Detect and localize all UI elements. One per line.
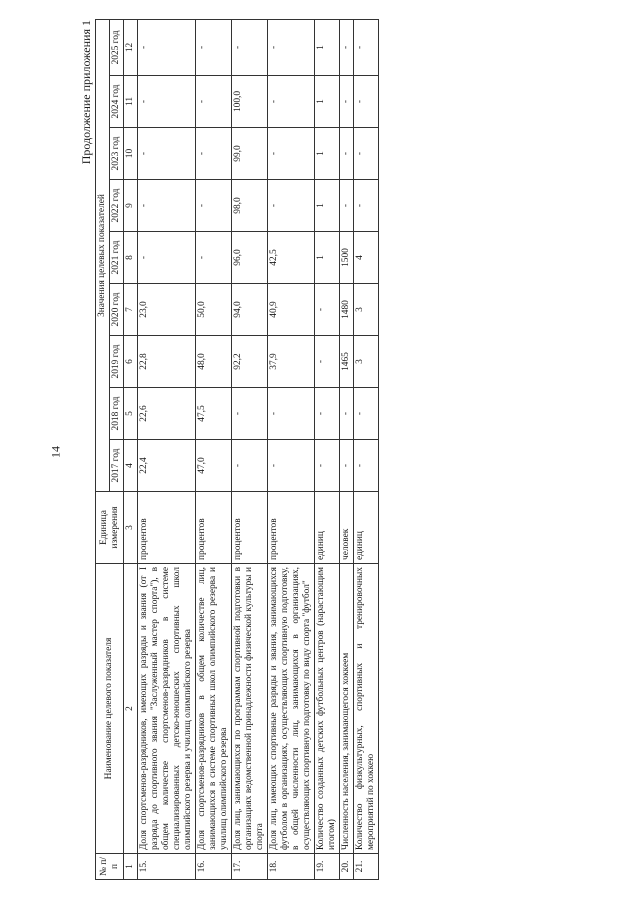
header-year: 2019 год — [110, 336, 124, 388]
indicator-name: Доля спортсменов-разрядников в общем количестве лиц, занимающихся в системе спортивных школ олимпийского резерва и училищ олимпийского резерва — [196, 564, 232, 854]
indicator-name: Доля спортсменов-разрядников, имеющих разряды и звания (от I разряда до спортивного звания "Заслуженный мастер спорта"), в общем количестве спортсменов-разрядников в системе специализированных детско-юношеских спортивных школ олимпийского резерва и училищ олимпийского резерва — [138, 564, 196, 854]
rotated-page — [79, 20, 610, 880]
indicator-name: Численность населения, занимающегося хоккеем — [340, 564, 354, 854]
value-cell: 47,0 — [196, 440, 232, 492]
table-row — [315, 19, 340, 879]
value-cell: - — [196, 232, 232, 284]
header-year: 2024 год — [110, 76, 124, 128]
value-cell: - — [315, 440, 340, 492]
column-index: 6 — [124, 336, 138, 388]
value-cell: - — [268, 76, 315, 128]
value-cell: - — [232, 388, 268, 440]
row-number: 19. — [315, 854, 340, 880]
table-row — [232, 19, 268, 879]
value-cell: 99,0 — [232, 128, 268, 180]
value-cell: 1 — [315, 232, 340, 284]
table-row — [268, 19, 315, 879]
column-index: 12 — [124, 19, 138, 75]
column-index: 5 — [124, 388, 138, 440]
value-cell: - — [268, 19, 315, 75]
header-unit: Единица измерения — [96, 492, 124, 564]
value-cell: 1 — [315, 76, 340, 128]
unit-cell: единиц — [354, 492, 379, 564]
value-cell: - — [315, 284, 340, 336]
header-year: 2020 год — [110, 284, 124, 336]
value-cell: - — [196, 128, 232, 180]
row-number: 18. — [268, 854, 315, 880]
value-cell: - — [340, 180, 354, 232]
value-cell: - — [340, 128, 354, 180]
continuation-note: Продолжение приложения 1 — [79, 20, 93, 165]
unit-cell: единиц — [315, 492, 340, 564]
value-cell: 4 — [354, 232, 379, 284]
indicator-name: Количество созданных детских футбольных центров (нарастающим итогом) — [315, 564, 340, 854]
target-indicators-table — [95, 19, 379, 880]
unit-cell: процентов — [138, 492, 196, 564]
value-cell: - — [315, 388, 340, 440]
indicator-name: Доля лиц, имеющих спортивные разряды и звания, занимающихся футболом в организациях, осуществляющих спортивную подготовку, в общей численности лиц, занимающихся в организациях, осуществляющих спортивную подготовку по виду спорта "футбол" — [268, 564, 315, 854]
value-cell: - — [340, 76, 354, 128]
value-cell: - — [354, 388, 379, 440]
header-values-group: Значения целевых показателей — [96, 19, 110, 491]
column-index: 1 — [124, 854, 138, 880]
value-cell: 23,0 — [138, 284, 196, 336]
value-cell: 1 — [315, 19, 340, 75]
value-cell: - — [268, 180, 315, 232]
value-cell: 3 — [354, 336, 379, 388]
value-cell: - — [354, 128, 379, 180]
value-cell: 1465 — [340, 336, 354, 388]
value-cell: 22,8 — [138, 336, 196, 388]
value-cell: - — [354, 19, 379, 75]
table-row — [138, 19, 196, 879]
value-cell: 94,0 — [232, 284, 268, 336]
column-index: 11 — [124, 76, 138, 128]
unit-cell: человек — [340, 492, 354, 564]
value-cell: - — [138, 128, 196, 180]
column-index: 8 — [124, 232, 138, 284]
header-year: 2022 год — [110, 180, 124, 232]
column-index: 3 — [124, 492, 138, 564]
value-cell: 47,5 — [196, 388, 232, 440]
column-index: 4 — [124, 440, 138, 492]
column-index: 7 — [124, 284, 138, 336]
row-number: 21. — [354, 854, 379, 880]
column-index: 9 — [124, 180, 138, 232]
value-cell: 92,2 — [232, 336, 268, 388]
table-row — [354, 19, 379, 879]
value-cell: 100,0 — [232, 76, 268, 128]
header-num: № п/п — [96, 854, 124, 880]
value-cell: - — [196, 180, 232, 232]
value-cell: - — [354, 440, 379, 492]
row-number: 15. — [138, 854, 196, 880]
header-name: Наименование целевого показателя — [96, 564, 124, 854]
value-cell: - — [232, 440, 268, 492]
value-cell: - — [196, 76, 232, 128]
unit-cell: процентов — [196, 492, 232, 564]
header-row-1 — [96, 19, 110, 879]
value-cell: - — [232, 19, 268, 75]
table-body — [138, 19, 379, 879]
row-number: 20. — [340, 854, 354, 880]
indicator-name: Количество физкультурных, спортивных и тренировочных мероприятий по хоккею — [354, 564, 379, 854]
value-cell: - — [340, 388, 354, 440]
value-cell: - — [354, 180, 379, 232]
value-cell: 1500 — [340, 232, 354, 284]
value-cell: 37,9 — [268, 336, 315, 388]
unit-cell: процентов — [268, 492, 315, 564]
header-year: 2025 год — [110, 19, 124, 75]
column-index-row — [124, 19, 138, 879]
value-cell: - — [340, 440, 354, 492]
value-cell: 3 — [354, 284, 379, 336]
value-cell: - — [138, 76, 196, 128]
value-cell: 22,6 — [138, 388, 196, 440]
value-cell: 22,4 — [138, 440, 196, 492]
value-cell: - — [315, 336, 340, 388]
value-cell: - — [138, 232, 196, 284]
value-cell: 96,0 — [232, 232, 268, 284]
value-cell: - — [138, 19, 196, 75]
value-cell: 1 — [315, 180, 340, 232]
column-index: 10 — [124, 128, 138, 180]
value-cell: 42,5 — [268, 232, 315, 284]
unit-cell: процентов — [232, 492, 268, 564]
table-row — [196, 19, 232, 879]
value-cell: - — [354, 76, 379, 128]
indicator-name: Доля лиц, занимающихся по программам спортивной подготовки в организациях ведомственной принадлежности физической культуры и спорта — [232, 564, 268, 854]
value-cell: 50,0 — [196, 284, 232, 336]
row-number: 16. — [196, 854, 232, 880]
value-cell: - — [340, 19, 354, 75]
column-index: 2 — [124, 564, 138, 854]
value-cell: 40,9 — [268, 284, 315, 336]
value-cell: 98,0 — [232, 180, 268, 232]
table-row — [340, 19, 354, 879]
page-number: 14 — [48, 446, 63, 458]
header-year: 2021 год — [110, 232, 124, 284]
value-cell: - — [196, 19, 232, 75]
header-year: 2018 год — [110, 388, 124, 440]
value-cell: - — [268, 388, 315, 440]
header-year: 2017 год — [110, 440, 124, 492]
value-cell: - — [138, 180, 196, 232]
value-cell: 48,0 — [196, 336, 232, 388]
value-cell: 1 — [315, 128, 340, 180]
header-year: 2023 год — [110, 128, 124, 180]
value-cell: - — [268, 440, 315, 492]
row-number: 17. — [232, 854, 268, 880]
value-cell: 1480 — [340, 284, 354, 336]
value-cell: - — [268, 128, 315, 180]
